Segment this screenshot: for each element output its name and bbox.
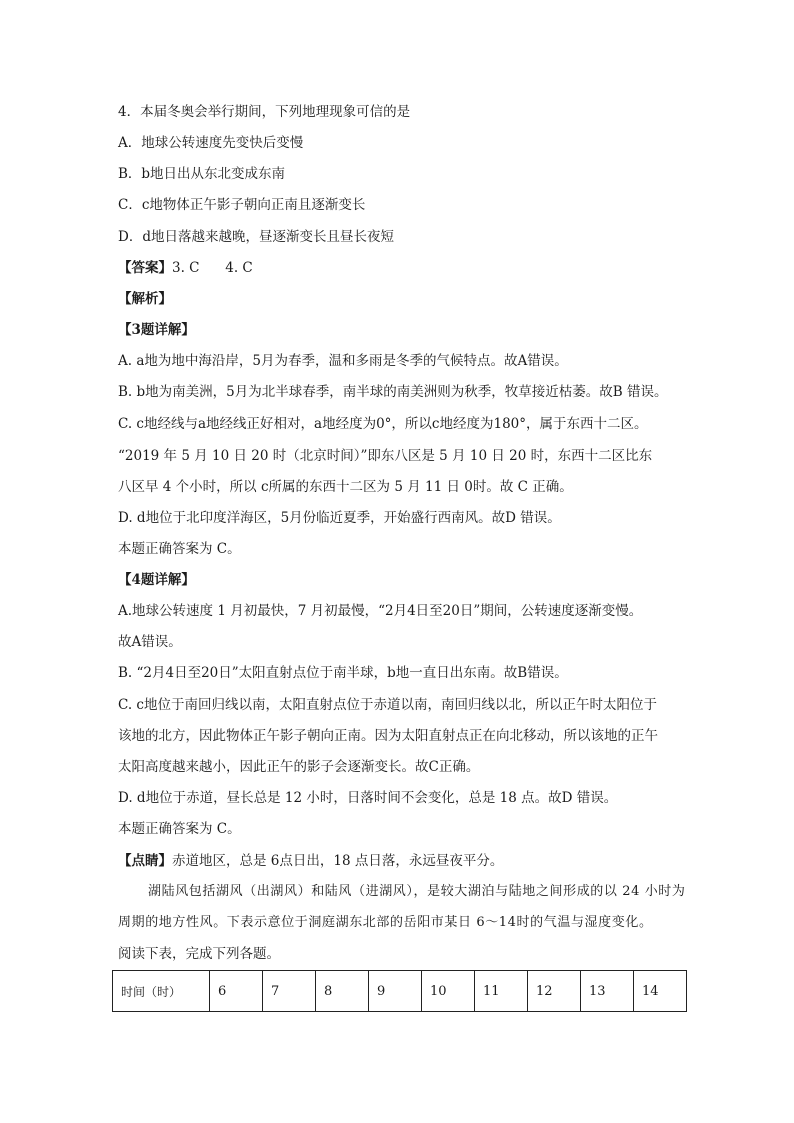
q4-detail-line: 该地的北方，因此物体正午影子朝向正南。因为太阳直射点正在向北移动，所以该地的正午 xyxy=(118,728,658,744)
q4-detail-conclusion: 本题正确答案为 C。 xyxy=(118,821,241,837)
answer-tag: 【答案】 xyxy=(118,260,172,276)
q3-detail-line: D. d地位于北印度洋海区，5月份临近夏季，开始盛行西南风。故D 错误。 xyxy=(118,510,561,526)
table-row xyxy=(113,971,687,1012)
q3-detail-line: “2019 年 5 月 10 日 20 时（北京时间）”即东八区是 5 月 10 日 20 时，东西十二区比东 xyxy=(118,448,653,464)
passage-line-2: 周期的地方性风。下表示意位于洞庭湖东北部的岳阳市某日 6～14时的气温与湿度变化。 xyxy=(118,915,653,930)
tip-tag: 【点睛】 xyxy=(118,853,172,869)
tip-line xyxy=(118,851,503,871)
answer-text: 3. C 4. C xyxy=(172,260,253,276)
table-cell-hour: 11 xyxy=(475,971,528,1012)
question-4-option-b: B．b地日出从东北变成东南 xyxy=(118,166,286,182)
tip-text: 赤道地区，总是 6点日出，18 点日落，永远昼夜平分。 xyxy=(172,853,504,869)
answer-line xyxy=(118,258,253,278)
q4-detail-line: 太阳高度越来越小，因此正午的影子会逐渐变长。故C正确。 xyxy=(118,759,480,775)
table-cell-hour: 8 xyxy=(316,971,369,1012)
question-4-stem: 4．本届冬奥会举行期间，下列地理现象可信的是 xyxy=(118,104,411,120)
table-cell-hour: 6 xyxy=(210,971,263,1012)
q4-detail-line: C. c地位于南回归线以南，太阳直射点位于赤道以南，南回归线以北，所以正午时太阳位于 xyxy=(118,697,657,713)
question-4-option-a: A．地球公转速度先变快后变慢 xyxy=(118,135,304,151)
table-cell-hour: 13 xyxy=(581,971,634,1012)
q3-detail-title: 【3题详解】 xyxy=(118,322,195,338)
q3-detail-conclusion: 本题正确答案为 C。 xyxy=(118,541,241,557)
hour-table xyxy=(112,970,687,1012)
table-cell-hour: 10 xyxy=(422,971,475,1012)
table-cell-hour: 7 xyxy=(263,971,316,1012)
question-4-option-d: D．d地日落越来越晚，昼逐渐变长且昼长夜短 xyxy=(118,229,394,245)
q4-detail-line: 故A错误。 xyxy=(118,634,182,650)
q3-detail-line: C. c地经线与a地经线正好相对，a地经度为0°，所以c地经度为180°，属于东西十二区。 xyxy=(118,416,648,432)
q3-detail-line: A. a地为地中海沿岸，5月为春季，温和多雨是冬季的气候特点。故A错误。 xyxy=(118,353,568,369)
q3-detail-line: 八区早 4 个小时，所以 c所属的东西十二区为 5 月 11 日 0时。故 C 正确。 xyxy=(118,479,573,495)
q4-detail-line: A.地球公转速度 1 月初最快，7 月初最慢，“2月4日至20日”期间，公转速度逐渐变慢。 xyxy=(118,603,643,619)
passage-instruction: 阅读下表，完成下列各题。 xyxy=(118,946,280,962)
q4-detail-line: B. “2月4日至20日”太阳直射点位于南半球，b地一直日出东南。故B错误。 xyxy=(118,665,568,681)
table-cell-hour: 9 xyxy=(369,971,422,1012)
q3-detail-line: B. b地为南美洲，5月为北半球春季，南半球的南美洲则为秋季，牧草接近枯萎。故B 错误。 xyxy=(118,384,668,400)
table-cell-hour: 12 xyxy=(528,971,581,1012)
q4-detail-title: 【4题详解】 xyxy=(118,572,195,588)
question-4-option-c: C．c地物体正午影子朝向正南且逐渐变长 xyxy=(118,197,366,213)
passage-line-1: 湖陆风包括湖风（出湖风）和陆风（进湖风），是较大湖泊与陆地之间形成的以 24 小时为 xyxy=(148,884,686,899)
table-cell-hour: 14 xyxy=(634,971,687,1012)
analysis-tag: 【解析】 xyxy=(118,291,172,307)
q4-detail-line: D. d地位于赤道，昼长总是 12 小时，日落时间不会变化，总是 18 点。故D 错误。 xyxy=(118,790,618,806)
table-header-cell: 时间（时） xyxy=(113,971,210,1012)
